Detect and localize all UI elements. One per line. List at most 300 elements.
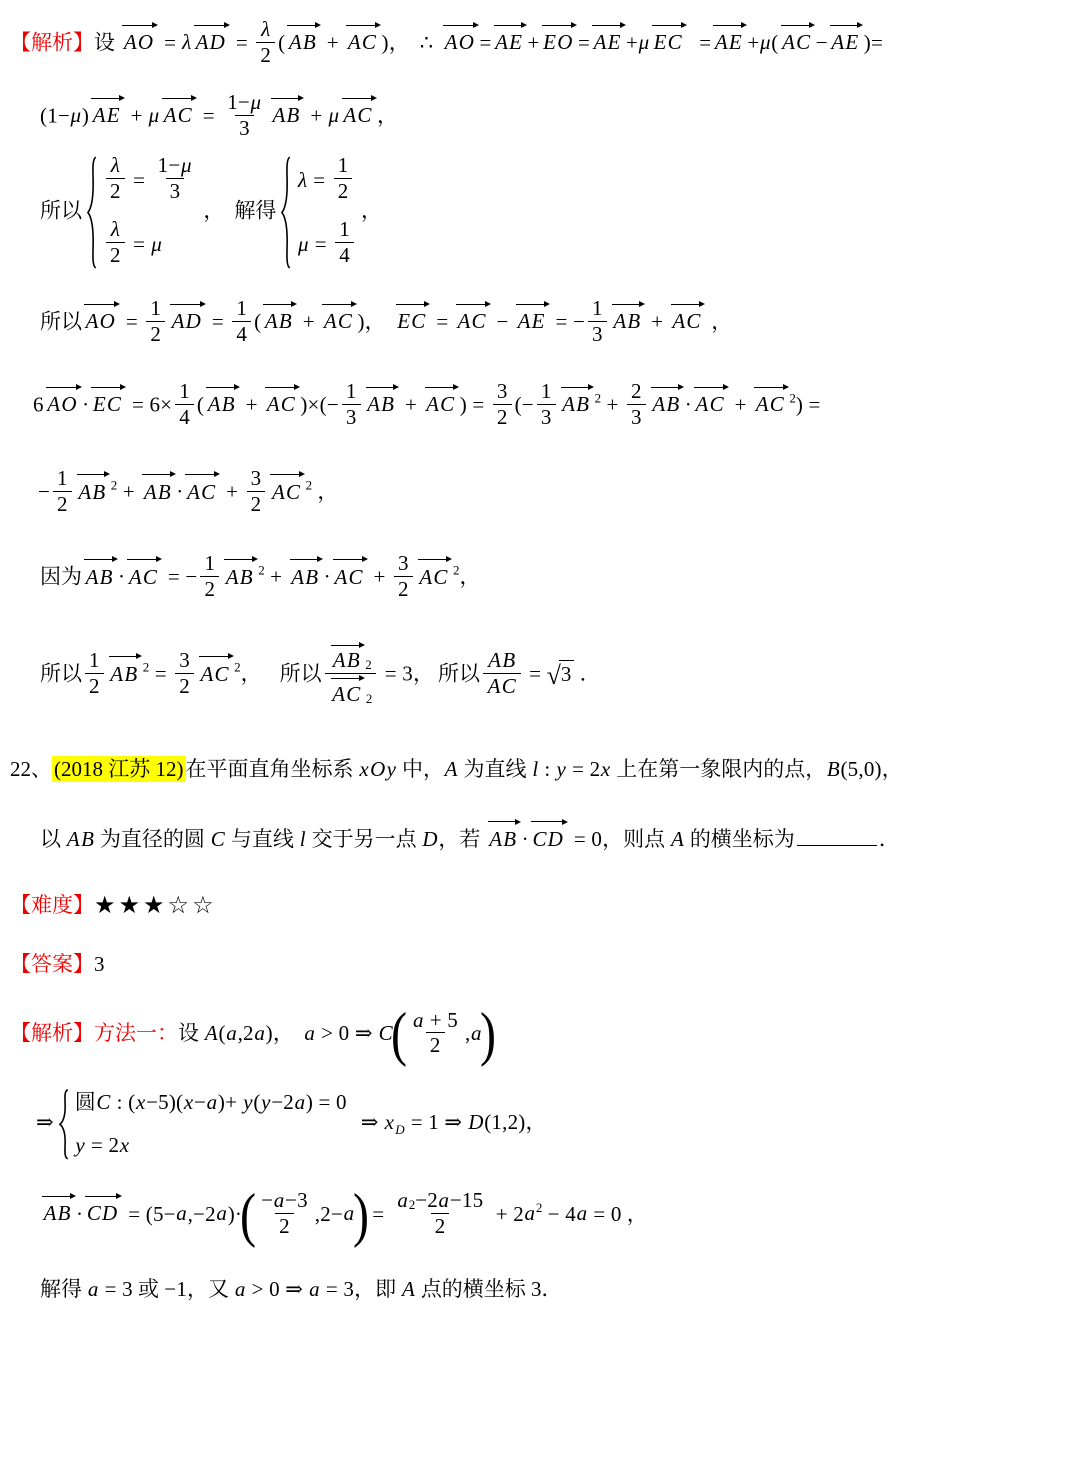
math-var: μ [250,90,262,115]
text-run: 22、 [10,757,52,782]
vector [193,21,229,57]
text-run: 设 [94,30,121,55]
vector [286,21,320,57]
math-run: 2 [631,379,642,404]
vector-arrowhead-icon [544,301,550,307]
fraction [154,154,197,203]
math-run: = [577,30,590,55]
math-var: B [576,392,589,417]
fraction [200,552,219,601]
math-var: C [709,392,724,417]
section-label: 【答案】 [10,952,94,977]
text-run: ∴ [419,30,434,55]
vector-arrowhead-icon [291,301,297,307]
math-var: a [343,1201,355,1226]
vector-arrowhead-icon [224,22,230,28]
math-var: a [206,1090,218,1115]
math-var: a [254,1020,266,1045]
math-run: = [211,309,224,334]
math-var: A [332,681,346,706]
numerator [537,380,556,404]
numerator [393,1189,487,1213]
math-var: C [214,661,229,686]
denominator [166,178,185,204]
vector [90,383,125,419]
math-run: + [527,30,540,55]
math-var: λ [261,17,271,41]
fraction [588,297,607,346]
math-run [488,649,516,673]
math-var: a [413,1007,424,1032]
math-run: 3 [631,404,642,429]
text-run: 或 [132,1276,165,1301]
math-var: a [397,1188,409,1213]
math-var: μ [148,103,160,128]
math-var: A [323,309,337,334]
fraction [106,218,125,267]
math-run: · [323,564,331,589]
vector-arrowhead-icon [104,471,110,477]
vector [108,653,142,689]
math-run: ⇒ x [360,1110,395,1135]
math-var: C [348,564,363,589]
math-var: a [304,1020,316,1045]
math-var: A [613,309,627,334]
math-run: + [734,392,747,417]
text-run: ， [459,564,481,589]
vector-arrowhead-icon [375,22,381,28]
system-row [75,1132,130,1160]
math-var: B [346,648,360,673]
vector-arrowhead-icon [521,22,527,28]
text-run: ， [525,1110,547,1135]
text-run: ， [705,309,733,334]
fraction [175,380,194,429]
text-run: 解得 [234,198,277,223]
math-var: A [426,392,439,417]
math-run [66,827,94,851]
vector [83,300,119,336]
math-run: = [235,30,248,55]
section-label: 方法一： [94,1020,178,1045]
math-var: B [57,1201,71,1226]
numerator [257,18,275,42]
math-var: A [488,648,502,673]
vector [712,21,746,57]
fraction [146,297,165,346]
vector-arrowhead-icon [678,384,684,390]
math-var: B [99,564,113,589]
math-var: B [92,479,106,504]
numerator [106,154,124,178]
vector [417,556,452,592]
analysis-line-2 [40,90,1067,142]
math-var: x [384,1110,395,1135]
math-run: 3 [496,379,508,404]
math-var: E [531,309,545,334]
vector [330,675,365,707]
math-var: E [845,30,859,55]
math-run: 2 [89,673,100,698]
math-var: y [386,757,397,782]
math-run: 2 [57,491,68,516]
math-var: a [471,1020,482,1045]
math-var: C [337,309,352,334]
math-var: D [209,30,225,55]
math-var: A [123,30,137,55]
math-run: a > 0 ⇒ C [304,1020,393,1045]
math-run: 6 [33,392,44,417]
math-run: + [651,309,664,334]
text-run: ， [203,198,225,223]
vector [493,21,527,57]
math-run: )×(− [300,392,339,417]
math-run: − 4a = 0 [547,1201,622,1226]
text-run: 3 [94,952,105,977]
math-var: O [61,392,77,417]
math-run: 1 [345,379,357,404]
math-var: A [92,103,106,128]
math-var: A [517,309,531,334]
vector [223,556,257,592]
math-run: 2 [337,178,349,203]
fraction [53,467,72,516]
vector-arrowhead-icon [562,819,568,825]
system-row [297,153,355,205]
math-run: 1 [339,217,350,242]
vector-arrowhead-icon [362,556,368,562]
math-run: = [372,1201,385,1226]
math-run: = 0 [573,827,603,851]
text-run: 与直线 [225,827,300,851]
math-run: a + 5 [413,1007,458,1032]
denominator [394,576,413,602]
math-run: 3 [239,115,250,140]
math-var: A [593,30,607,55]
equation-system [280,153,357,269]
numerator [493,380,512,404]
math-var: C [96,1090,111,1115]
math-run: · [684,392,692,417]
math-var: E [92,392,106,417]
math-run [401,1277,415,1301]
math-var: l [299,827,306,851]
big-paren: ( [240,1181,257,1248]
numerator [334,154,353,178]
analysis-line-5 [33,379,1067,431]
vector-arrowhead-icon [234,384,240,390]
system-rows [103,153,199,269]
fraction [394,552,413,601]
math-var: A [264,309,278,334]
method-one-line [10,1001,1067,1068]
vector-arrowhead-icon [515,819,521,825]
math-var: y [243,1090,253,1115]
math-var: B [502,648,516,673]
answer-line [10,951,1067,979]
math-var: l [532,757,539,782]
vector [753,383,788,419]
fraction [256,18,275,67]
vector [541,21,577,57]
math-run: −a−3 [261,1188,308,1213]
fraction [483,649,521,698]
vector-arrowhead-icon [446,556,452,562]
math-run: · [521,827,529,851]
denominator [200,576,219,602]
math-var: A [670,827,684,851]
math-var: E [397,309,411,334]
math-run: − [38,479,51,504]
math-var: E [543,30,556,55]
vector [345,21,380,57]
math-run: = − [167,564,198,589]
math-var: μ [328,103,340,128]
math-var: y [556,757,567,782]
vector [83,556,117,592]
math-var: μ [297,231,309,256]
superscript: 2 [110,477,118,493]
vector-arrowhead-icon [114,301,120,307]
math-run: a = 3 [87,1276,133,1301]
math-run: ,2−a [314,1201,355,1226]
math-var: y [261,1090,271,1115]
vector-arrowhead-icon [620,22,626,28]
math-run: 3 [345,404,357,429]
math-run: = μ [133,231,162,256]
math-var: A [128,564,142,589]
text-run: 因为 [40,564,82,589]
math-run [110,154,120,178]
superscript: 2 [789,390,796,406]
system-rows [297,153,357,269]
math-run: +μ( [747,30,779,55]
math-var: A [444,757,458,782]
denominator [426,1032,445,1058]
vector-arrowhead-icon [156,556,162,562]
vector-arrowhead-icon [252,556,258,562]
math-var: O [557,30,573,55]
equation-system [58,1089,347,1159]
superscript: 2 [408,1197,416,1212]
vector [270,94,304,130]
math-run: ,a [465,1020,482,1045]
math-run: λ = [297,167,326,192]
math-run: (− [514,392,534,417]
superscript: 2 [305,477,313,493]
math-var: B [305,564,319,589]
section-label: 【难度】 [10,892,94,917]
vector-arrowhead-icon [393,384,399,390]
vector [395,300,430,336]
math-run: + [606,392,619,417]
vector [591,21,625,57]
math-run: 4 [236,321,248,346]
numerator [106,218,124,242]
math-run: 1 [57,466,68,491]
denominator [627,404,646,430]
section-label: 【解析】 [10,1020,94,1045]
vector-arrowhead-icon [294,384,300,390]
math-run: + [302,309,315,334]
vector-arrowhead-icon [317,556,323,562]
math-run: 2 [496,404,508,429]
math-var: A [343,103,357,128]
numerator [325,641,376,673]
math-var: A [562,392,575,417]
math-var: A [347,30,361,55]
math-var: C [210,827,225,851]
denominator [256,42,275,68]
math-var: C [796,30,811,55]
fraction [257,1189,312,1238]
vector-arrowhead-icon [70,1193,76,1199]
vector-arrowhead-icon [359,675,365,681]
math-var: B [81,827,95,851]
text-run: ， [312,479,339,504]
denominator [53,491,72,517]
math-run: )= [863,30,884,55]
math-var: a [438,1188,450,1213]
fraction [393,1189,487,1238]
vector-arrowhead-icon [315,22,321,28]
math-var: C [346,681,361,706]
math-var: C [142,564,157,589]
denominator [146,321,165,347]
math-var: B [381,392,394,417]
circle-system-line [36,1089,1067,1159]
math-run: = λ [164,30,192,55]
math-run: 1−μ [157,153,192,178]
math-var: A [271,479,285,504]
math-run: 1 [540,379,552,404]
denominator [493,404,512,430]
math-run [397,1189,409,1213]
vector [829,21,863,57]
numerator [627,380,646,404]
text-run: 为直径的圆 [94,827,211,851]
fraction [247,467,266,516]
superscript: 2 [258,562,265,578]
vector-arrowhead-icon [119,95,125,101]
math-var: C [357,103,372,128]
vector [90,94,124,130]
math-var: A [225,564,239,589]
vector [424,383,459,419]
math-var: A [110,661,124,686]
math-var: A [171,309,185,334]
math-var: A [85,564,99,589]
math-run: 1 [337,153,349,178]
numerator [146,297,165,321]
math-run: = − [555,309,586,334]
big-paren: ) [480,1001,497,1068]
numerator [257,1189,312,1213]
text-run: 点的横坐标 3． [415,1276,563,1301]
math-run: ( [278,30,286,55]
text-run: 所以 [40,309,82,334]
vector [365,383,399,419]
text-run: 交于另一点 [306,827,422,851]
vector-arrowhead-icon [228,653,234,659]
fraction [175,649,194,698]
math-run: + [405,392,418,417]
vector [455,300,490,336]
math-var: A [204,1020,218,1045]
math-var: A [85,309,99,334]
subscript [395,1122,406,1137]
math-var: A [755,392,769,417]
vector [670,300,705,336]
equation-system-line [40,153,1067,269]
fraction [223,91,266,140]
math-run: + 2a [495,1201,536,1226]
math-run: 2 [398,576,409,601]
numerator [85,649,104,673]
denominator [342,404,361,430]
vector-arrowhead-icon [351,301,357,307]
difficulty-line [10,890,1067,922]
math-var: μ [181,153,192,178]
math-run: + [245,392,258,417]
math-var: E [728,30,742,55]
math-var: a [309,1276,320,1301]
vector [184,471,219,507]
math-var: O [99,309,115,334]
math-var: a [234,1276,246,1301]
math-run: · [76,1201,84,1226]
math-var: C [411,309,426,334]
math-var: λ [182,30,192,55]
denominator [275,1213,294,1239]
math-run: 1 [592,296,603,321]
superscript: 2 [365,657,372,673]
math-var: D [102,1201,118,1226]
math-var: O [370,757,386,782]
fraction [493,380,512,429]
math-var: B [826,757,840,782]
math-var: A [288,30,302,55]
vector-arrowhead-icon [588,384,594,390]
math-var: A [831,30,845,55]
math-var: x [600,757,611,782]
numerator [223,91,266,115]
vector [198,653,233,689]
math-run: ) [381,30,389,55]
math-var: A [66,827,80,851]
math-run: = 1 ⇒ D(1,2) [410,1110,526,1135]
fraction [85,649,104,698]
math-var: B [627,309,641,334]
math-run: −2a−15 [415,1188,484,1213]
vector [161,94,196,130]
math-run: 2 [110,178,121,203]
denominator [175,673,194,699]
vector [205,383,239,419]
math-run [110,218,120,242]
math-var: μ [759,30,771,55]
math-var: a [226,1020,237,1045]
math-run: = 6× [131,392,173,417]
denominator [235,115,254,141]
math-run: a > 0 ⇒ a = 3 [234,1276,355,1301]
text-run: 所以 [437,661,480,686]
math-run: 2 [179,673,190,698]
math-var: x [183,1090,194,1115]
math-var: A [782,30,795,55]
math-var: C [769,392,784,417]
math-var: x [119,1132,130,1157]
